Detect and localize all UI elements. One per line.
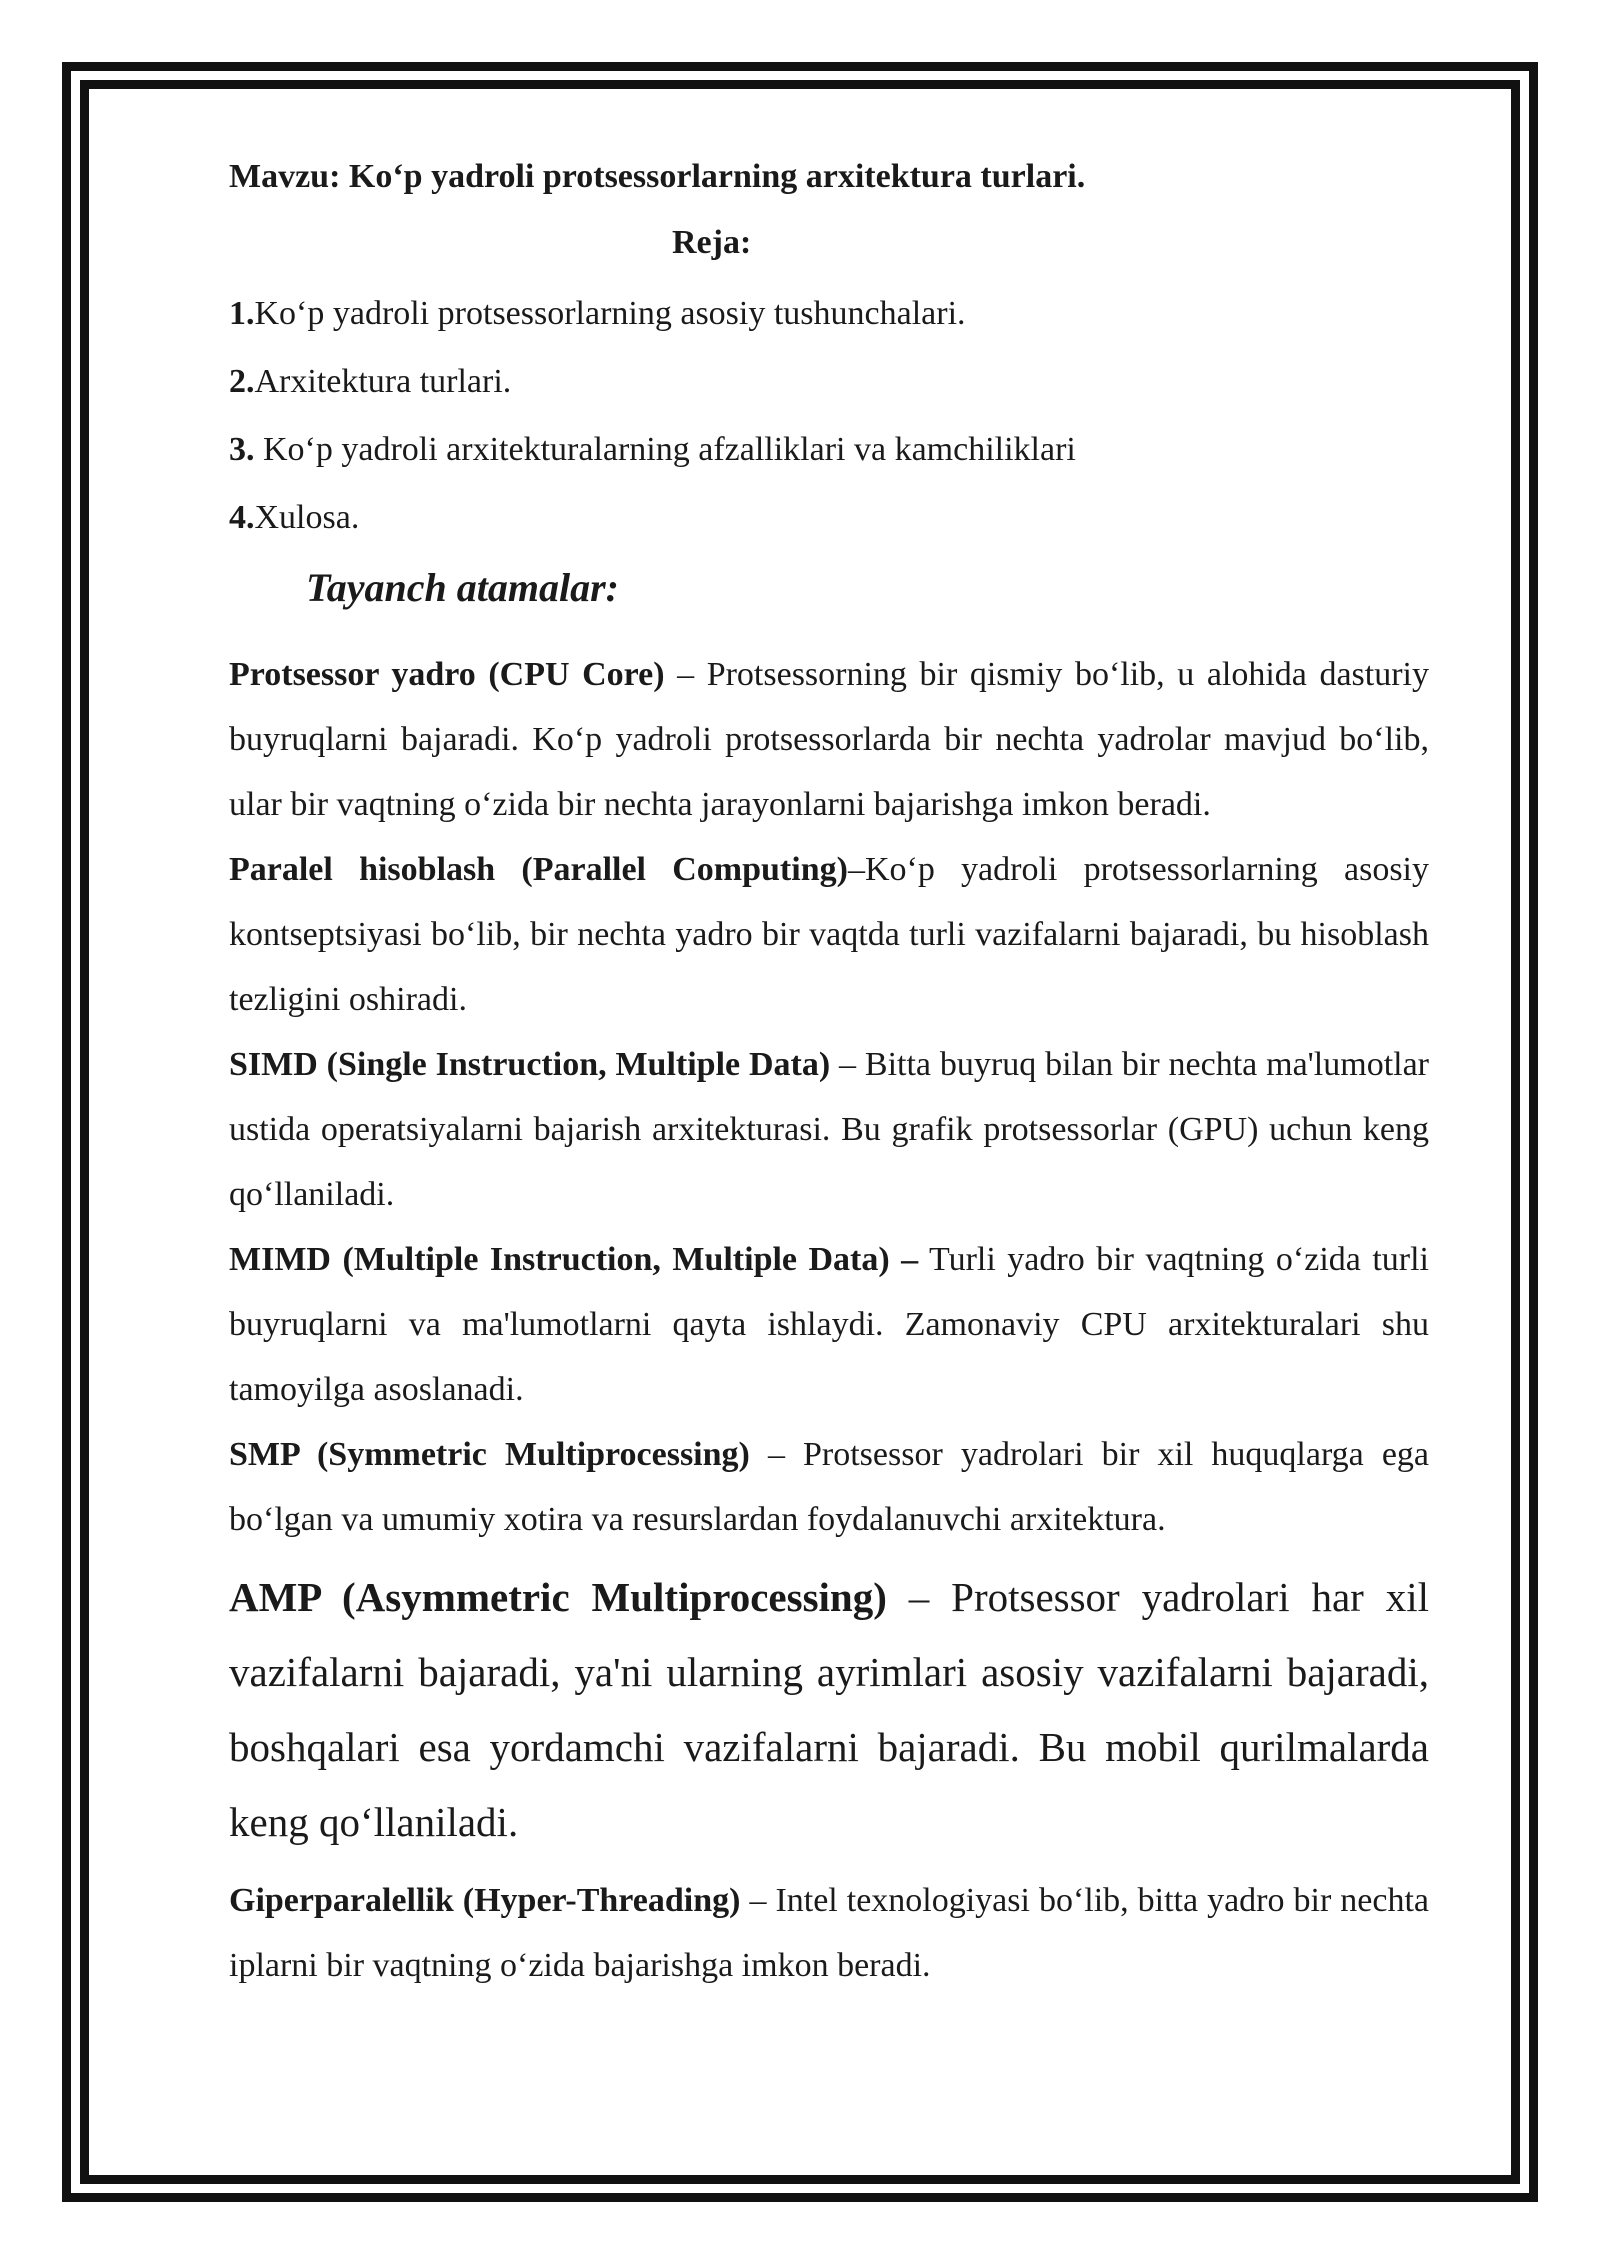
plan-item (229, 348, 1429, 416)
term-definition (229, 1868, 1429, 1998)
term-name: SMP (Symmetric Multiprocessing) (229, 1436, 750, 1473)
term-text: – Protsessorning bir qismiy boʻlib, u alohida dasturiy buyruqlarni bajaradi. Koʻp yadroli protsessorlarda bir nechta yadrolar mavjud boʻlib, ular bir vaqtning oʻzida bir nechta jarayonlarni bajarishga imkon beradi. (229, 656, 1429, 823)
plan-item-text: Koʻp yadroli arxitekturalarning afzalliklari va kamchiliklari (254, 431, 1076, 468)
plan-item-number: 2. (229, 363, 255, 400)
plan-item-number: 1. (229, 295, 255, 332)
plan-item (229, 416, 1429, 484)
term-name: Paralel hisoblash (Parallel Computing) (229, 851, 848, 888)
document-title: Mavzu: Koʻp yadroli protsessorlarning arxitektura turlari. (229, 158, 1086, 195)
term-text: – Protsessor yadrolari bir xil huquqlarga ega boʻlgan va umumiy xotira va resurslardan foydalanuvchi arxitektura. (229, 1436, 1430, 1538)
term-name: SIMD (Single Instruction, Multiple Data) (229, 1046, 831, 1083)
plan-item-number: 3. (229, 431, 255, 468)
term-definition (229, 1422, 1429, 1552)
term-text: – Intel texnologiyasi boʻlib, bitta yadro bir nechta iplarni bir vaqtning oʻzida bajarishga imkon beradi. (229, 1882, 1429, 1984)
plan-item (229, 484, 1429, 552)
term-name: AMP (Asymmetric Multiprocessing) (229, 1574, 887, 1620)
plan-item-number: 4. (229, 499, 255, 536)
document-body (229, 148, 1429, 1998)
plan-item-text: Arxitektura turlari. (254, 363, 512, 400)
term-name: Giperparalellik (Hyper-Threading) (229, 1882, 741, 1919)
term-text: – Protsessor yadrolari har xil vazifalarni bajaradi, ya'ni ularning ayrimlari asosiy vazifalarni bajaradi, boshqalari esa yordamchi vazifalarni bajaradi. Bu mobil qurilmalarda keng qoʻllaniladi. (229, 1574, 1429, 1845)
term-definition (229, 1227, 1429, 1422)
term-definition (229, 1032, 1429, 1227)
plan-item (229, 280, 1429, 348)
plan-item-text: Xulosa. (254, 499, 360, 536)
term-definition (229, 837, 1429, 1032)
plan-list (229, 280, 1429, 552)
term-definition (229, 1560, 1429, 1860)
term-definition (229, 642, 1429, 837)
plan-item-text: Koʻp yadroli protsessorlarning asosiy tushunchalari. (254, 295, 966, 332)
term-name: Protsessor yadro (CPU Core) (229, 656, 665, 693)
plan-heading: Reja: (672, 224, 752, 261)
term-text: – Bitta buyruq bilan bir nechta ma'lumotlar ustida operatsiyalarni bajarish arxitekturasi. Bu grafik protsessorlar (GPU) uchun keng qoʻllaniladi. (229, 1046, 1429, 1213)
term-text: –Koʻp yadroli protsessorlarning asosiy kontseptsiyasi boʻlib, bir nechta yadro bir vaqtda turli vazifalarni bajaradi, bu hisoblash tezligini oshiradi. (229, 851, 1429, 1018)
terms-heading: Tayanch atamalar: (306, 565, 619, 610)
term-text: Turli yadro bir vaqtning oʻzida turli buyruqlarni va ma'lumotlarni qayta ishlaydi. Zamonaviy CPU arxitekturalari shu tamoyilga asoslanadi. (229, 1241, 1429, 1408)
term-name: MIMD (Multiple Instruction, Multiple Data) – (229, 1241, 919, 1278)
